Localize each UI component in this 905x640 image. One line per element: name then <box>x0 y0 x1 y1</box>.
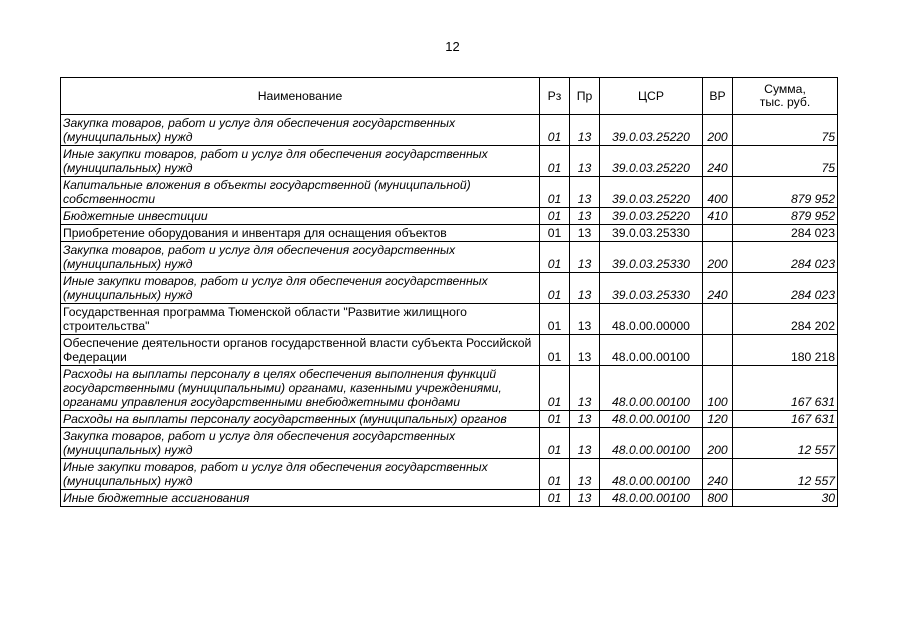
row-name-cell: Иные закупки товаров, работ и услуг для обеспечения государственных (муниципальных) нужд <box>61 146 540 177</box>
row-sum-cell: 284 023 <box>733 242 838 273</box>
row-sum-cell: 12 557 <box>733 459 838 490</box>
row-pr-cell: 13 <box>570 146 600 177</box>
row-vr-cell: 200 <box>703 115 733 146</box>
row-name-cell: Бюджетные инвестиции <box>61 208 540 225</box>
table-header-row <box>61 78 838 115</box>
row-csr-cell: 48.0.00.00100 <box>600 335 703 366</box>
row-rz-cell: 01 <box>540 366 570 411</box>
row-vr-cell: 200 <box>703 242 733 273</box>
row-vr-cell <box>703 335 733 366</box>
row-name-cell: Приобретение оборудования и инвентаря для оснащения объектов <box>61 225 540 242</box>
row-name-cell: Иные закупки товаров, работ и услуг для обеспечения государственных (муниципальных) нужд <box>61 459 540 490</box>
row-sum-cell: 879 952 <box>733 177 838 208</box>
row-csr-cell: 39.0.03.25220 <box>600 208 703 225</box>
row-rz-cell: 01 <box>540 411 570 428</box>
table-row <box>61 459 838 490</box>
row-name-cell: Расходы на выплаты персоналу государственных (муниципальных) органов <box>61 411 540 428</box>
table-row <box>61 242 838 273</box>
page-number: 12 <box>445 39 460 54</box>
row-pr-cell: 13 <box>570 242 600 273</box>
row-rz-cell: 01 <box>540 177 570 208</box>
row-sum-cell: 75 <box>733 115 838 146</box>
row-csr-cell: 39.0.03.25330 <box>600 273 703 304</box>
row-name-cell: Расходы на выплаты персоналу в целях обеспечения выполнения функций государственными (муниципальными) органами, казенными учреждениями, органами управления государственными внебюджетными фондами <box>61 366 540 411</box>
row-pr-cell: 13 <box>570 411 600 428</box>
row-rz-cell: 01 <box>540 335 570 366</box>
budget-table <box>60 77 838 507</box>
row-sum-cell: 30 <box>733 490 838 507</box>
table-row <box>61 335 838 366</box>
row-name-cell: Обеспечение деятельности органов государственной власти субъекта Российской Федерации <box>61 335 540 366</box>
row-pr-cell: 13 <box>570 366 600 411</box>
header-csr: ЦСР <box>600 78 703 115</box>
row-vr-cell <box>703 225 733 242</box>
row-rz-cell: 01 <box>540 208 570 225</box>
row-sum-cell: 180 218 <box>733 335 838 366</box>
row-pr-cell: 13 <box>570 304 600 335</box>
row-sum-cell: 284 202 <box>733 304 838 335</box>
row-sum-cell: 284 023 <box>733 273 838 304</box>
row-csr-cell: 39.0.03.25330 <box>600 225 703 242</box>
row-rz-cell: 01 <box>540 146 570 177</box>
row-csr-cell: 39.0.03.25220 <box>600 115 703 146</box>
row-csr-cell: 48.0.00.00000 <box>600 304 703 335</box>
row-name-cell: Капитальные вложения в объекты государственной (муниципальной) собственности <box>61 177 540 208</box>
table-row <box>61 490 838 507</box>
row-rz-cell: 01 <box>540 242 570 273</box>
table-row <box>61 208 838 225</box>
table-row <box>61 428 838 459</box>
row-sum-cell: 167 631 <box>733 366 838 411</box>
table-row <box>61 273 838 304</box>
row-csr-cell: 39.0.03.25330 <box>600 242 703 273</box>
row-csr-cell: 48.0.00.00100 <box>600 490 703 507</box>
row-name-cell: Государственная программа Тюменской области "Развитие жилищного строительства" <box>61 304 540 335</box>
row-vr-cell: 800 <box>703 490 733 507</box>
header-sum-line2: тыс. руб. <box>759 95 811 109</box>
header-rz: Рз <box>540 78 570 115</box>
table-row <box>61 411 838 428</box>
table-row <box>61 304 838 335</box>
row-pr-cell: 13 <box>570 335 600 366</box>
row-sum-cell: 75 <box>733 146 838 177</box>
header-sum-line1: Сумма, <box>764 82 806 96</box>
row-csr-cell: 39.0.03.25220 <box>600 177 703 208</box>
row-pr-cell: 13 <box>570 273 600 304</box>
row-csr-cell: 48.0.00.00100 <box>600 366 703 411</box>
row-sum-cell: 12 557 <box>733 428 838 459</box>
row-pr-cell: 13 <box>570 428 600 459</box>
row-sum-cell: 879 952 <box>733 208 838 225</box>
row-name-cell: Закупка товаров, работ и услуг для обеспечения государственных (муниципальных) нужд <box>61 242 540 273</box>
row-pr-cell: 13 <box>570 225 600 242</box>
row-csr-cell: 48.0.00.00100 <box>600 428 703 459</box>
table-row <box>61 146 838 177</box>
table-row <box>61 115 838 146</box>
row-pr-cell: 13 <box>570 115 600 146</box>
row-rz-cell: 01 <box>540 225 570 242</box>
row-vr-cell <box>703 304 733 335</box>
row-vr-cell: 410 <box>703 208 733 225</box>
row-csr-cell: 48.0.00.00100 <box>600 459 703 490</box>
row-name-cell: Иные закупки товаров, работ и услуг для обеспечения государственных (муниципальных) нужд <box>61 273 540 304</box>
row-pr-cell: 13 <box>570 459 600 490</box>
row-rz-cell: 01 <box>540 490 570 507</box>
header-name: Наименование <box>61 78 540 115</box>
table-row <box>61 177 838 208</box>
row-vr-cell: 240 <box>703 459 733 490</box>
row-pr-cell: 13 <box>570 490 600 507</box>
row-pr-cell: 13 <box>570 208 600 225</box>
row-sum-cell: 284 023 <box>733 225 838 242</box>
row-rz-cell: 01 <box>540 115 570 146</box>
header-sum <box>733 78 838 115</box>
row-vr-cell: 100 <box>703 366 733 411</box>
row-rz-cell: 01 <box>540 459 570 490</box>
row-name-cell: Иные бюджетные ассигнования <box>61 490 540 507</box>
row-vr-cell: 240 <box>703 146 733 177</box>
table-row <box>61 225 838 242</box>
table-row <box>61 366 838 411</box>
row-vr-cell: 200 <box>703 428 733 459</box>
row-vr-cell: 120 <box>703 411 733 428</box>
row-csr-cell: 48.0.00.00100 <box>600 411 703 428</box>
table-body <box>61 115 838 507</box>
row-vr-cell: 240 <box>703 273 733 304</box>
row-csr-cell: 39.0.03.25220 <box>600 146 703 177</box>
row-name-cell: Закупка товаров, работ и услуг для обеспечения государственных (муниципальных) нужд <box>61 115 540 146</box>
row-pr-cell: 13 <box>570 177 600 208</box>
row-rz-cell: 01 <box>540 304 570 335</box>
row-rz-cell: 01 <box>540 428 570 459</box>
header-pr: Пр <box>570 78 600 115</box>
row-name-cell: Закупка товаров, работ и услуг для обеспечения государственных (муниципальных) нужд <box>61 428 540 459</box>
row-sum-cell: 167 631 <box>733 411 838 428</box>
row-rz-cell: 01 <box>540 273 570 304</box>
header-vr: ВР <box>703 78 733 115</box>
row-vr-cell: 400 <box>703 177 733 208</box>
